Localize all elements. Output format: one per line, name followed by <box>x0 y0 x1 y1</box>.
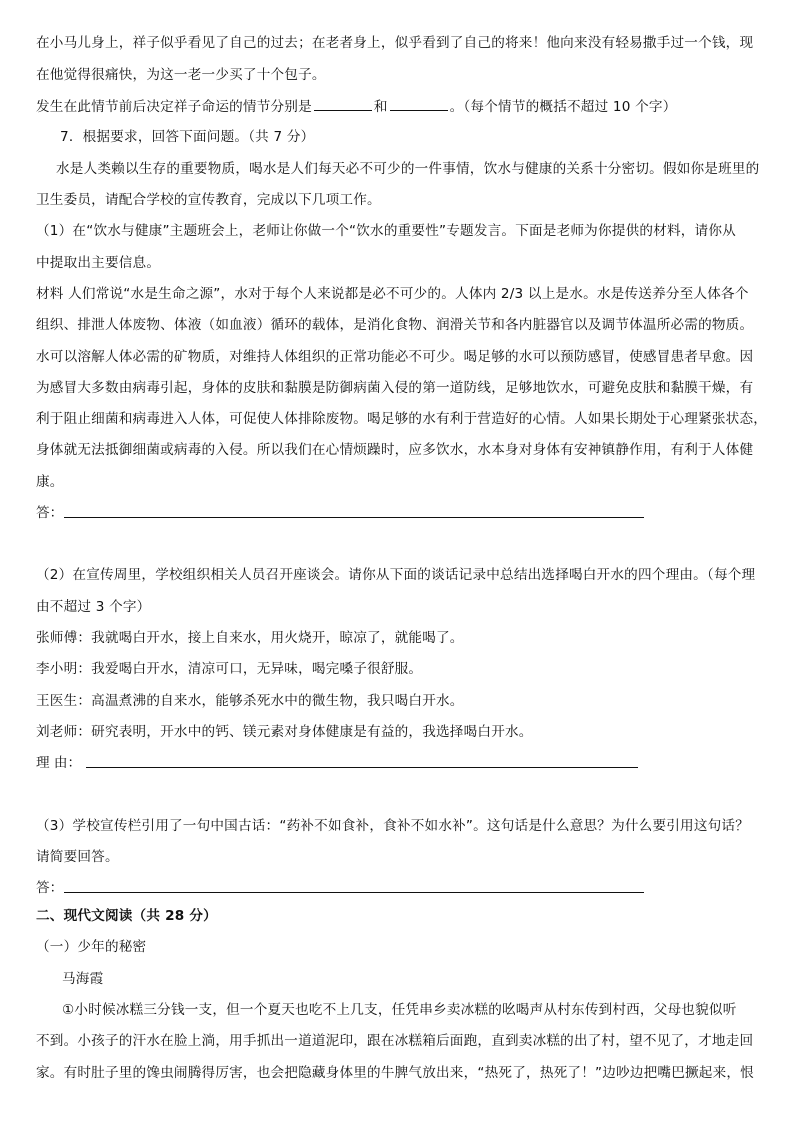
text-span: 。（每个情节的概括不超过 10 个字） <box>449 99 677 115</box>
article-paragraph-line: 不到。小孩子的汗水在脸上淌，用手抓出一道道泥印，跟在冰糕箱后面跑，直到卖冰糕的出了村，望不见了，才地走回 <box>36 1033 754 1049</box>
text-line: 在他觉得很痛快，为这一老一少买了十个包子。 <box>36 67 326 83</box>
text-line: （3）学校宣传栏引用了一句中国古话：“药补不如食补，食补不如水补”。这句话是什么意思？为什么要引用这句话？ <box>36 818 750 834</box>
article-title: （一）少年的秘密 <box>36 939 147 955</box>
text-line: 组织、排泄人体废物、体液（如血液）循环的载体，是消化食物、润滑关节和各内脏器官以及调节体温所必需的物质。 <box>36 317 754 333</box>
text-line: 为感冒大多数由病毒引起，身体的皮肤和黏膜是防御病菌入侵的第一道防线，足够地饮水，可避免皮肤和黏膜干燥，有 <box>36 380 754 396</box>
answer-label: 答： <box>36 505 64 521</box>
text-line: 身体就无法抵御细菌或病毒的入侵。所以我们在心情烦躁时，应多饮水，水本身对身体有安神镇静作用，有利于人体健 <box>36 442 754 458</box>
answer-line[interactable] <box>64 517 644 518</box>
text-line: （2）在宣传周里，学校组织相关人员召开座谈会。请你从下面的谈话记录中总结出选择喝白开水的四个理由。（每个理 <box>36 567 756 583</box>
text-line: 由不超过 3 个字） <box>36 599 151 615</box>
answer-line[interactable] <box>64 892 644 893</box>
text-line: 水可以溶解人体必需的矿物质，对维持人体组织的正常功能必不可少。喝足够的水可以预防感冒，使感冒患者早愈。因 <box>36 349 754 365</box>
text-line: 请简要回答。 <box>36 849 119 865</box>
text-line: 水是人类赖以生存的重要物质，喝水是人们每天必不可少的一件事情，饮水与健康的关系十分密切。假如你是班里的 <box>56 161 760 177</box>
answer-blank[interactable] <box>390 97 448 111</box>
dialogue-line: 李小明：我爱喝白开水，清凉可口，无异味，喝完嗓子很舒服。 <box>36 661 423 677</box>
article-paragraph-line: 家。有时肚子里的馋虫闹腾得厉害，也会把隐藏身体里的牛脾气放出来，“热死了，热死了！”边吵边把嘴巴撅起来，恨 <box>36 1065 754 1081</box>
text-span: 发生在此情节前后决定祥子命运的情节分别是 <box>36 99 312 115</box>
answer-label: 答： <box>36 880 64 896</box>
reason-label: 理 由： <box>36 755 82 771</box>
article-paragraph-line: ①小时候冰糕三分钱一支，但一个夏天也吃不上几支，任凭串乡卖冰糕的吆喝声从村东传到村西，父母也貌似听 <box>62 1002 737 1018</box>
section-heading: 二、现代文阅读（共 28 分） <box>36 908 217 924</box>
question-6-line <box>36 97 677 116</box>
answer-line[interactable] <box>86 767 638 768</box>
text-line: 卫生委员，请配合学校的宣传教育，完成以下几项工作。 <box>36 192 381 208</box>
text-line: 中提取出主要信息。 <box>36 255 161 271</box>
text-line: 利于阻止细菌和病毒进入人体，可促使人体排除废物。喝足够的水有利于营造好的心情。人如果长期处于心理紧张状态， <box>36 411 768 427</box>
text-span: 和 <box>373 99 388 115</box>
text-line: 材料 人们常说“水是生命之源”，水对于每个人来说都是必不可少的。人体内 2/3 以上是水。水是传送养分至人体各个 <box>36 286 749 302</box>
dialogue-line: 王医生：高温煮沸的自来水，能够杀死水中的微生物，我只喝白开水。 <box>36 693 464 709</box>
dialogue-line: 刘老师：研究表明，开水中的钙、镁元素对身体健康是有益的，我选择喝白开水。 <box>36 724 533 740</box>
text-line: 在小马儿身上，祥子似乎看见了自己的过去；在老者身上，似乎看到了自己的将来！他向来没有轻易撒手过一个钱，现 <box>36 35 754 51</box>
article-author: 马海霞 <box>62 971 104 987</box>
text-line: 康。 <box>36 474 64 490</box>
text-line: （1）在“饮水与健康”主题班会上，老师让你做一个“饮水的重要性”专题发言。下面是老师为你提供的材料，请你从 <box>36 223 736 239</box>
question-heading: 7．根据要求，回答下面问题。（共 7 分） <box>60 129 315 145</box>
answer-blank[interactable] <box>314 97 372 111</box>
dialogue-line: 张师傅：我就喝白开水，接上自来水，用火烧开，晾凉了，就能喝了。 <box>36 630 464 646</box>
